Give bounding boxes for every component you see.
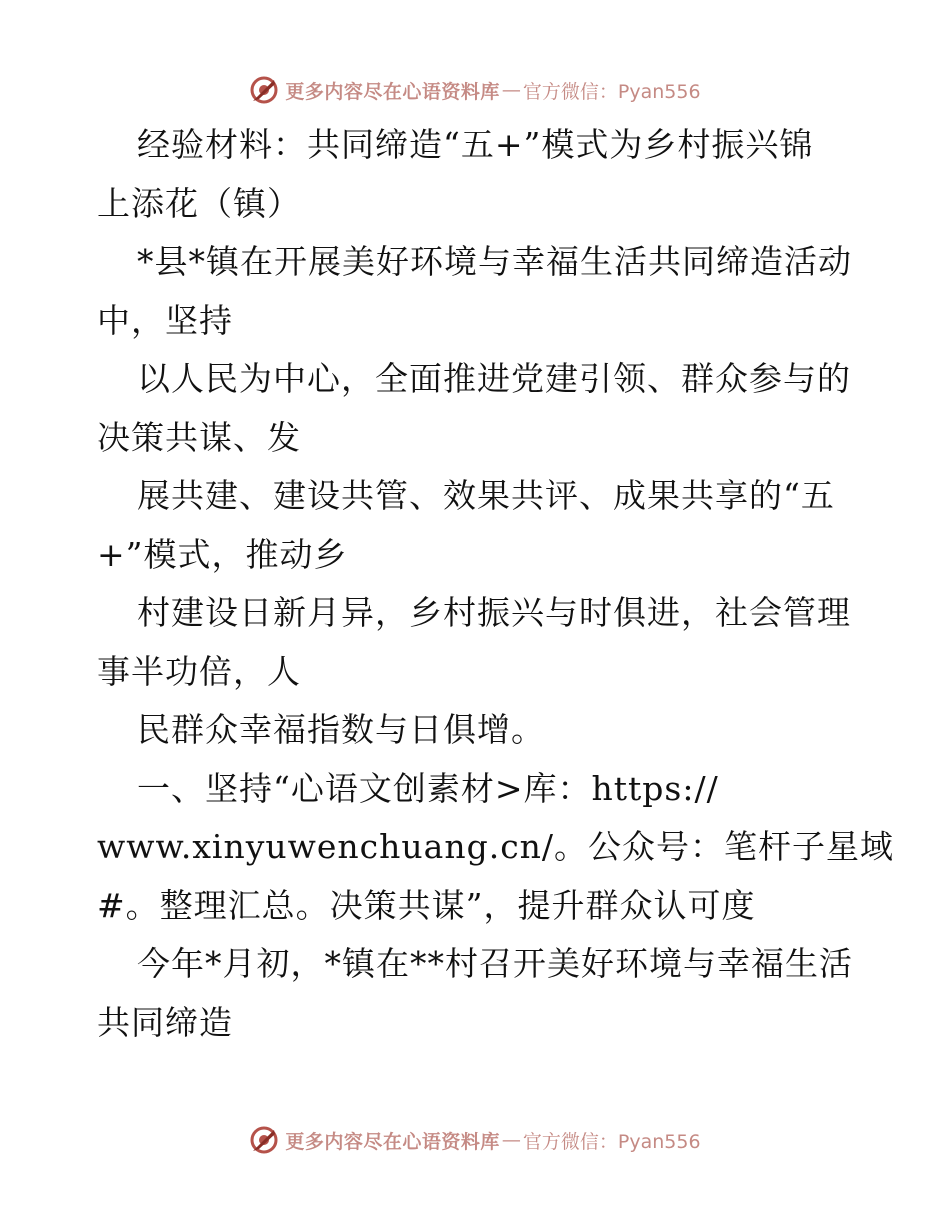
document-line: 今年*月初，*镇在**村召开美好环境与幸福生活: [137, 944, 853, 983]
header-banner-text: 更多内容尽在心语资料库: [285, 80, 500, 103]
document-line: *县*镇在开展美好环境与幸福生活共同缔造活动: [137, 242, 852, 281]
document-line: 展共建、建设共管、效果共评、成果共享的“五: [137, 476, 835, 515]
section-heading-line: 一、坚持“心语文创素材>库：https://: [137, 768, 719, 808]
brush-logo-icon: [249, 75, 279, 105]
footer-banner-wechat: 官方微信：Pyan556: [522, 1130, 701, 1153]
header-banner-wechat: 官方微信：Pyan556: [522, 80, 701, 103]
header-banner: [0, 70, 950, 110]
document-line: 村建设日新月异，乡村振兴与时俱进，社会管理: [137, 593, 851, 632]
document-line: www.xinyuwenchuang.cn/。公众号：笔杆子星域: [97, 827, 895, 866]
header-banner-dash: —: [501, 79, 521, 101]
document-title-line-2: 上添花（镇）: [97, 183, 301, 223]
footer-banner: [0, 1120, 950, 1160]
document-title-line-1: 经验材料：共同缔造“五+”模式为乡村振兴锦: [137, 125, 814, 164]
document-line: 以人民为中心，全面推进党建引领、群众参与的: [137, 359, 851, 398]
footer-banner-dash: —: [501, 1129, 521, 1151]
document-line: 决策共谋、发: [97, 417, 301, 457]
document-line: 民群众幸福指数与日俱增。: [137, 710, 545, 749]
document-line: 共同缔造: [97, 1002, 233, 1042]
document-line: #。整理汇总。决策共谋”，提升群众认可度: [97, 885, 756, 925]
document-line: 中，坚持: [97, 300, 233, 340]
footer-banner-text: 更多内容尽在心语资料库: [285, 1130, 500, 1153]
document-line: 事半功倍，人: [97, 651, 301, 691]
brush-logo-icon: [249, 1125, 279, 1155]
document-body: [97, 116, 895, 1052]
document-line: +”模式，推动乡: [97, 534, 348, 574]
